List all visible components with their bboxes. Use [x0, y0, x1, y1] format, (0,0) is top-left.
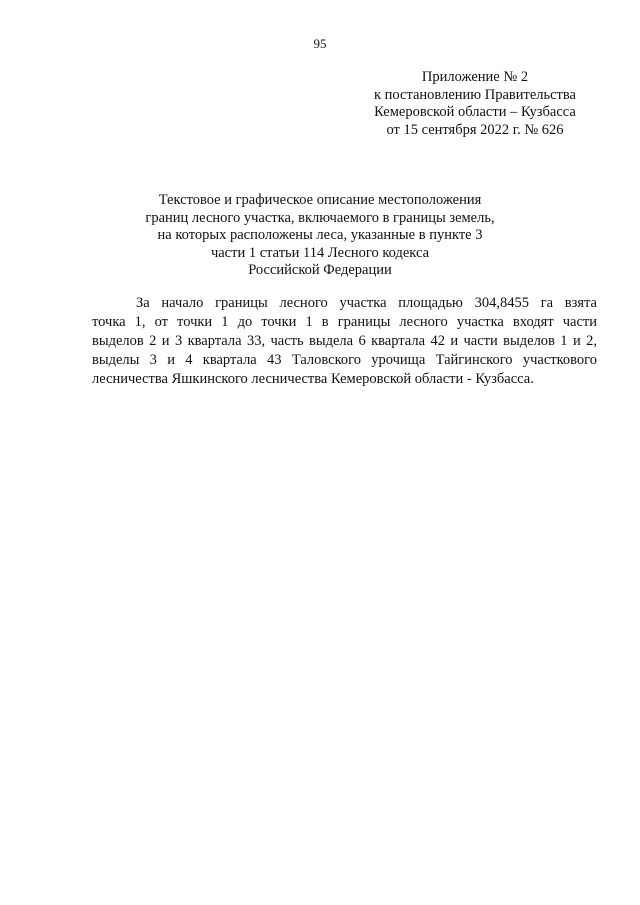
title-line: Российской Федерации [248, 262, 392, 278]
title-line: части 1 статьи 114 Лесного кодекса [210, 244, 430, 261]
title-line: Текстовое и графическое описание местоположения [158, 192, 482, 208]
body-paragraph [92, 294, 597, 389]
appendix-title: Приложение № 2 [421, 69, 529, 85]
title-line: границ лесного участка, включаемого в границы земель, [145, 209, 495, 226]
paragraph-line: выделы 3 и 4 квартала 43 Таловского урочища Тайгинского участкового [92, 352, 597, 368]
paragraph-line: точка 1, от точки 1 до точки 1 в границы лесного участка входят части [92, 314, 597, 330]
appendix-reference: к постановлению Правительства [374, 86, 576, 103]
paragraph-line: За начало границы лесного участка площадью 304,8455 га взята [136, 295, 597, 311]
page-number: 95 [313, 36, 327, 51]
paragraph-line: лесничества Яшкинского лесничества Кемеровской области - Кузбасса. [92, 371, 534, 387]
title-line: на которых расположены леса, указанные в пункте 3 [157, 227, 483, 243]
document-title [130, 192, 510, 280]
appendix-region: Кемеровской области – Кузбасса [374, 104, 576, 120]
appendix-header [340, 69, 610, 139]
paragraph-line: выделов 2 и 3 квартала 33, часть выдела 6 квартала 42 и части выделов 1 и 2, [92, 333, 597, 349]
appendix-date: от 15 сентября 2022 г. № 626 [386, 121, 564, 138]
